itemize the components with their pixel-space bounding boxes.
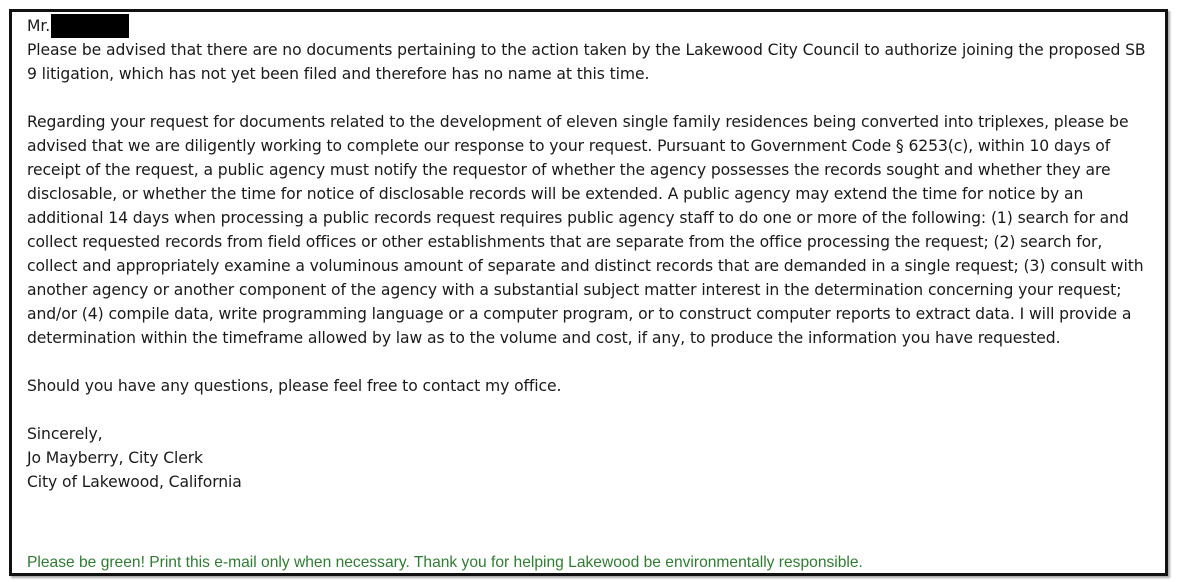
paragraph-spacer	[27, 86, 1157, 110]
environmental-footer: Please be green! Print this e-mail only when necessary. Thank you for helping Lakewood be environmentally responsible.	[27, 554, 863, 571]
paragraph-spacer	[27, 398, 1157, 422]
closing: Sincerely,	[27, 425, 103, 443]
paragraph-no-documents: Please be advised that there are no documents pertaining to the action taken by the Lakewood City Council to authorize joining the proposed SB 9 litigation, which has not yet been filed and therefore has no name at this time.	[27, 41, 1146, 83]
salutation: Mr.	[27, 17, 51, 35]
redacted-name-box	[51, 14, 129, 38]
signature-org: City of Lakewood, California	[27, 473, 242, 491]
paragraph-spacer	[27, 350, 1157, 374]
paragraph-request-response: Regarding your request for documents related to the development of eleven single family residences being converted into triplexes, please be advised that we are diligently working to complete our response to your request. Pursuant to Government Code § 6253(c), within 10 days of receipt of the request, a public agency must notify the requestor of whether the agency possesses the records sought and whether they are disclosable, or whether the time for notice of disclosable records will be extended. A public agency may extend the time for notice by an additional 14 days when processing a public records request requires public agency staff to do one or more of the following: (1) search for and collect requested records from field offices or other establishments that are separate from the office processing the request; (2) search for, collect and appropriately examine a voluminous amount of separate and distinct records that are demanded in a single request; (3) consult with another agency or another component of the agency with a substantial subject matter interest in the determination concerning your request; and/or (4) compile data, write programming language or a computer program, or to construct computer reports to extract data. I will provide a determination within the timeframe allowed by law as to the volume and cost, if any, to produce the information you have requested.	[27, 113, 1144, 347]
letter-content	[27, 14, 1157, 494]
signature-name: Jo Mayberry, City Clerk	[27, 449, 203, 467]
salutation-line	[27, 14, 1157, 38]
email-body-frame	[9, 9, 1168, 576]
paragraph-questions: Should you have any questions, please feel free to contact my office.	[27, 377, 562, 395]
